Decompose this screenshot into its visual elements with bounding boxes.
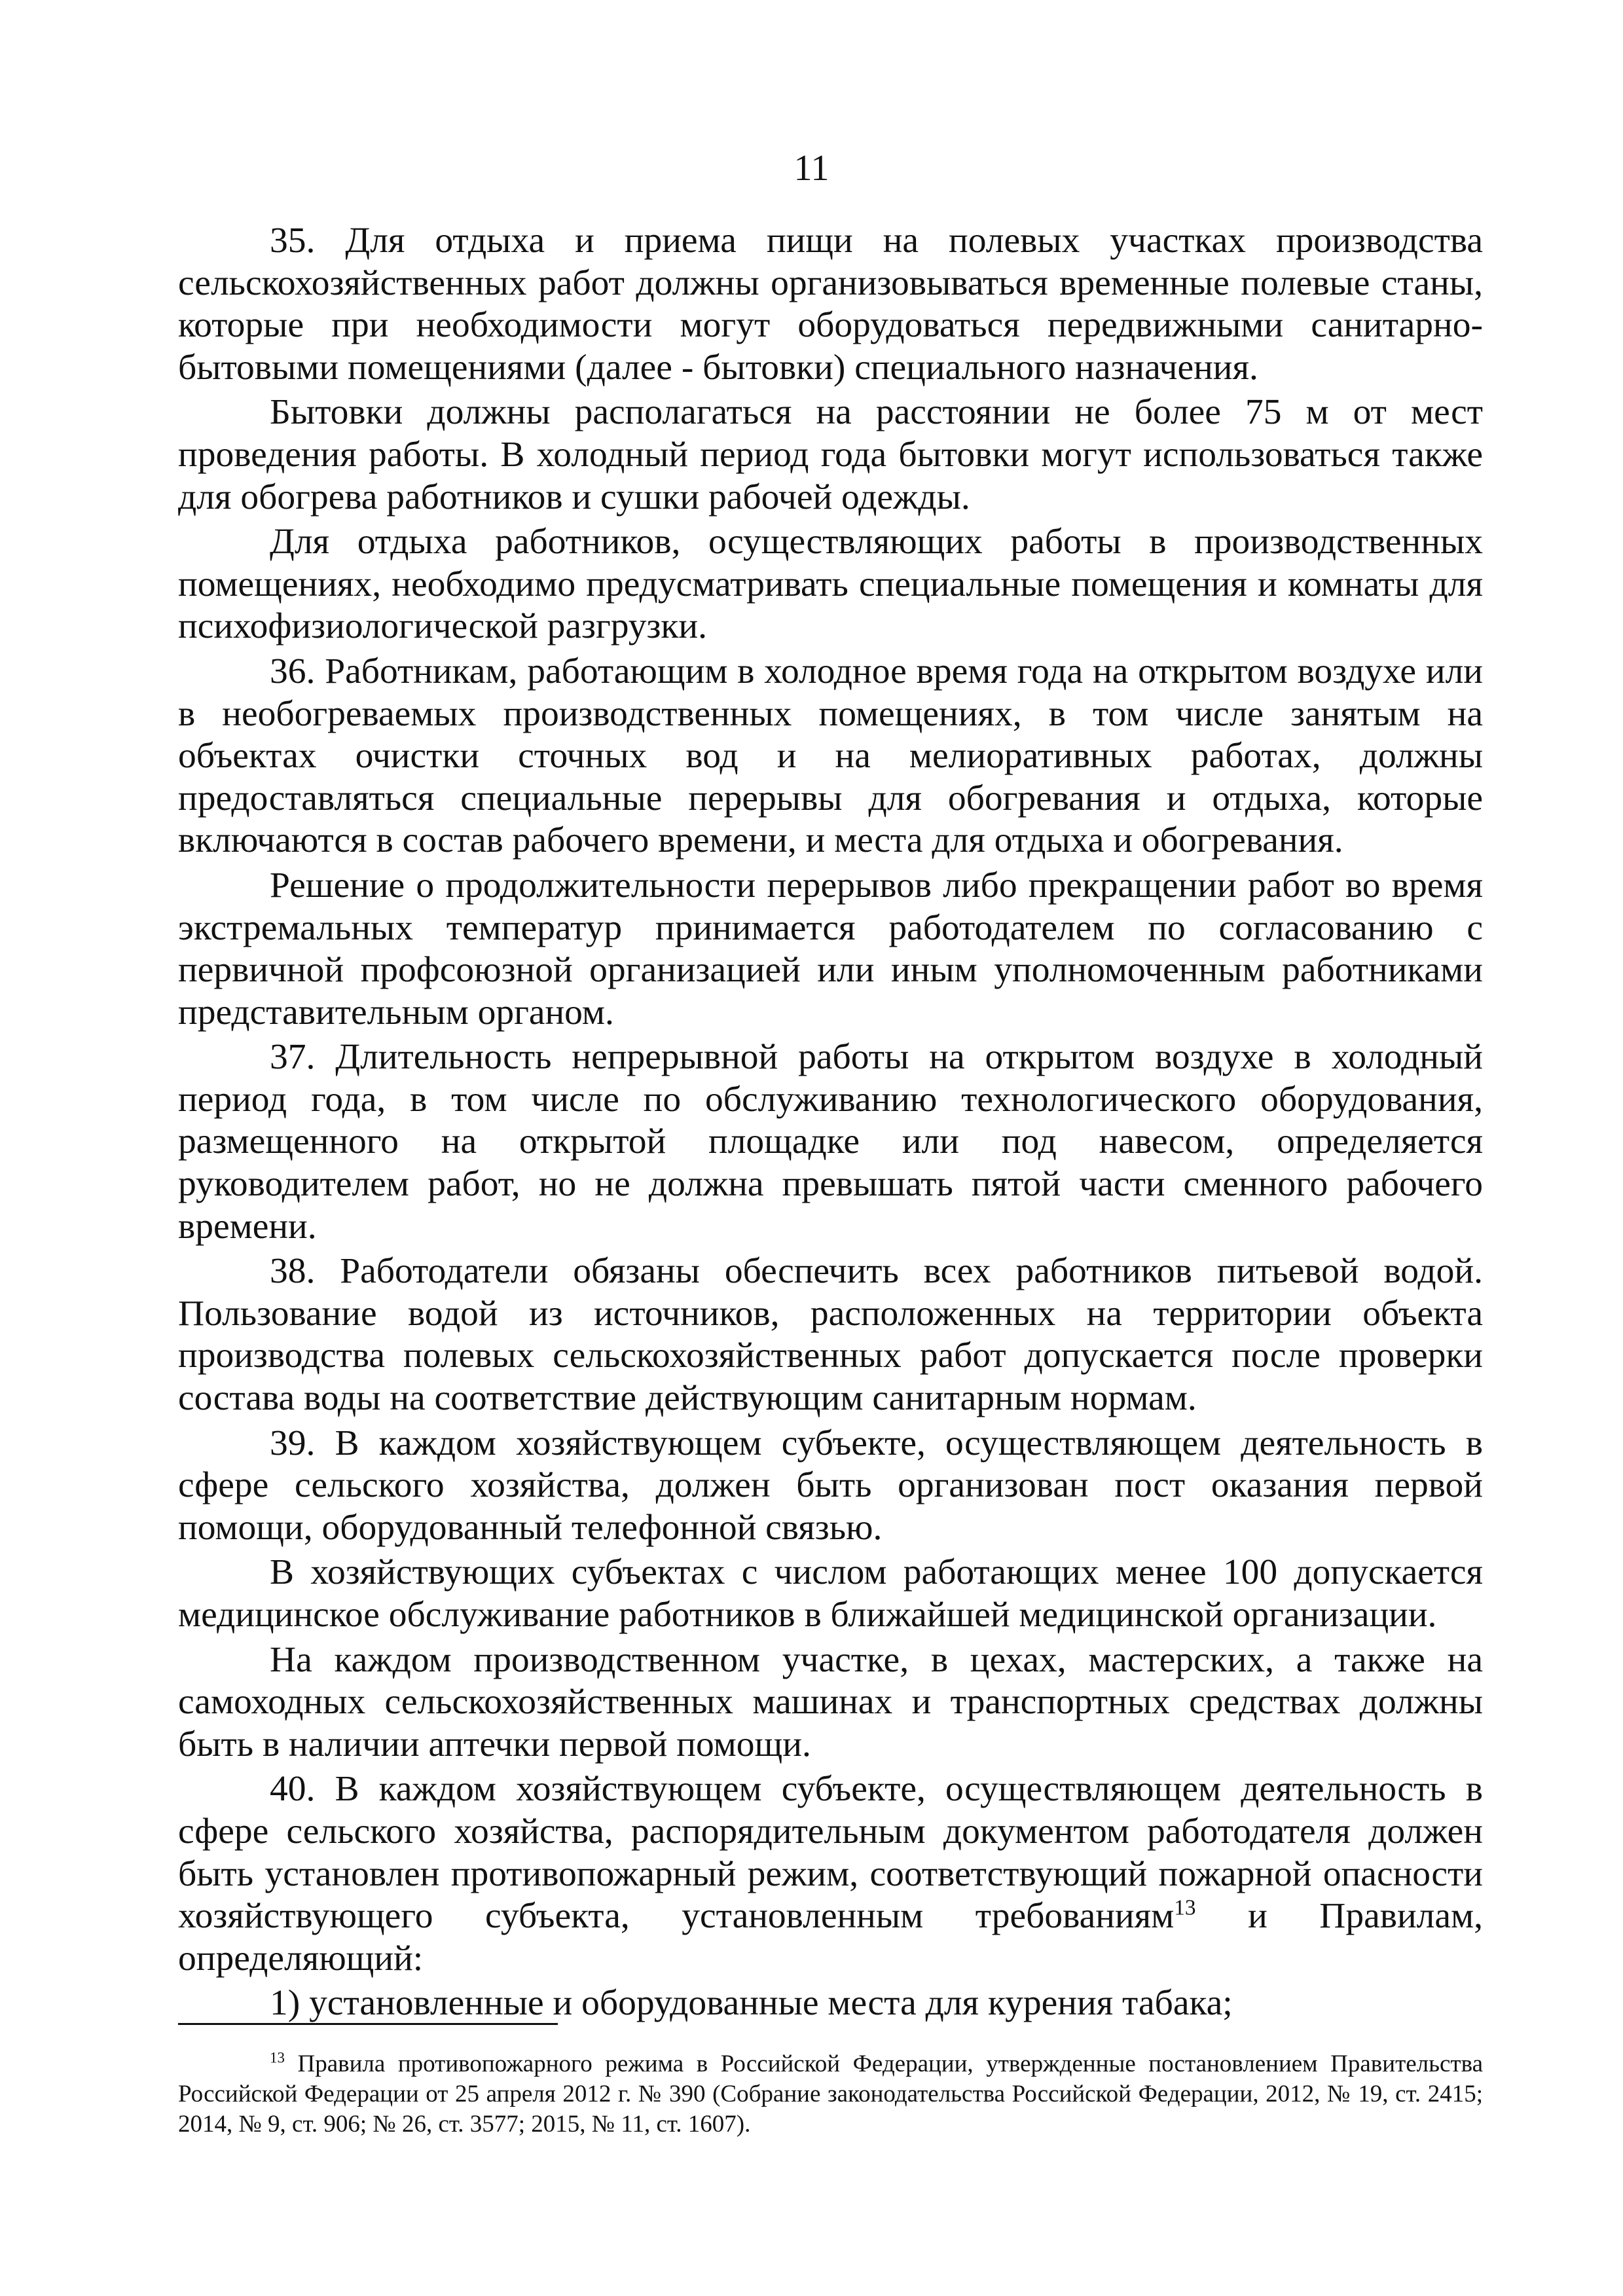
paragraph-39-first-aid-kits: На каждом производственном участке, в цехах, мастерских, а также на самоходных сельскохозяйственных машинах и транспортных средствах должны быть в наличии аптечки первой помощи. [178, 1639, 1483, 1764]
paragraph-40-text-end: и Правилам, определяющий: [178, 1896, 1483, 1978]
paragraph-40-text: 40. В каждом хозяйствующем субъекте, осуществляющем деятельность в сфере сельского хозяйства, распорядительным документом работодателя должен быть установлен противопожарный режим, соответствующий пожарной опасности хозяйствующего субъекта, установленным требованиям [178, 1769, 1483, 1937]
paragraph-38: 38. Работодатели обязаны обеспечить всех работников питьевой водой. Пользование водой из источников, расположенных на территории объекта производства полевых сельскохозяйственных работ допускается после проверки состава воды на соответствие действующим санитарным нормам. [178, 1251, 1483, 1419]
footnote-mark: 13 [270, 2049, 285, 2066]
paragraph-36: 36. Работникам, работающим в холодное время года на открытом воздухе или в необогреваемых производственных помещениях, в том числе занятым на объектах очистки сточных вод и на мелиоративных работах, должны предоставляться специальные перерывы для обогревания и отдыха, которые включаются в состав рабочего времени, и места для отдыха и обогревания. [178, 651, 1483, 861]
paragraph-35: 35. Для отдыха и приема пищи на полевых участках производства сельскохозяйственных работ должны организовываться временные полевые станы, которые при необходимости могут оборудоваться передвижными санитарно-бытовыми помещениями (далее - бытовки) специального назначения. [178, 221, 1483, 388]
footnote-reference: 13 [1174, 1895, 1196, 1920]
paragraph-36-breaks-decision: Решение о продолжительности перерывов либо прекращении работ во время экстремальных температур принимается работодателем по согласованию с первичной профсоюзной организацией или иным уполномоченным работниками представительным органом. [178, 865, 1483, 1032]
document-body [178, 220, 1483, 2028]
paragraph-39: 39. В каждом хозяйствующем субъекте, осуществляющем деятельность в сфере сельского хозяйства, должен быть организован пост оказания первой помощи, оборудованный телефонной связью. [178, 1423, 1483, 1548]
footnote-13 [178, 2049, 1483, 2140]
footnote-text: Правила противопожарного режима в Российской Федерации, утвержденные постановлением Правительства Российской Федерации от 25 апреля 2012 г. № 390 (Собрание законодательства Российской Федерации, 2012, № 19, ст. 2415; 2014, № 9, ст. 906; № 26, ст. 3577; 2015, № 11, ст. 1607). [178, 2050, 1483, 2138]
page-number: 11 [793, 148, 830, 189]
paragraph-35-rest-rooms: Для отдыха работников, осуществляющих работы в производственных помещениях, необходимо предусматривать специальные помещения и комнаты для психофизиологической разгрузки. [178, 522, 1483, 647]
paragraph-35-bytovki: Бытовки должны располагаться на расстоянии не более 75 м от мест проведения работы. В холодный период года бытовки могут использоваться также для обогрева работников и сушки рабочей одежды. [178, 392, 1483, 517]
paragraph-37: 37. Длительность непрерывной работы на открытом воздухе в холодный период года, в том числе по обслуживанию технологического оборудования, размещенного на открытой площадке или под навесом, определяется руководителем работ, но не должна превышать пятой части сменного рабочего времени. [178, 1037, 1483, 1247]
paragraph-40 [178, 1768, 1483, 1980]
paragraph-39-medical-service: В хозяйствующих субъектах с числом работающих менее 100 допускается медицинское обслуживание работников в ближайшей медицинской организации. [178, 1552, 1483, 1635]
footnote-separator [178, 2023, 558, 2025]
list-item-1: 1) установленные и оборудованные места для курения табака; [270, 1983, 1233, 2024]
